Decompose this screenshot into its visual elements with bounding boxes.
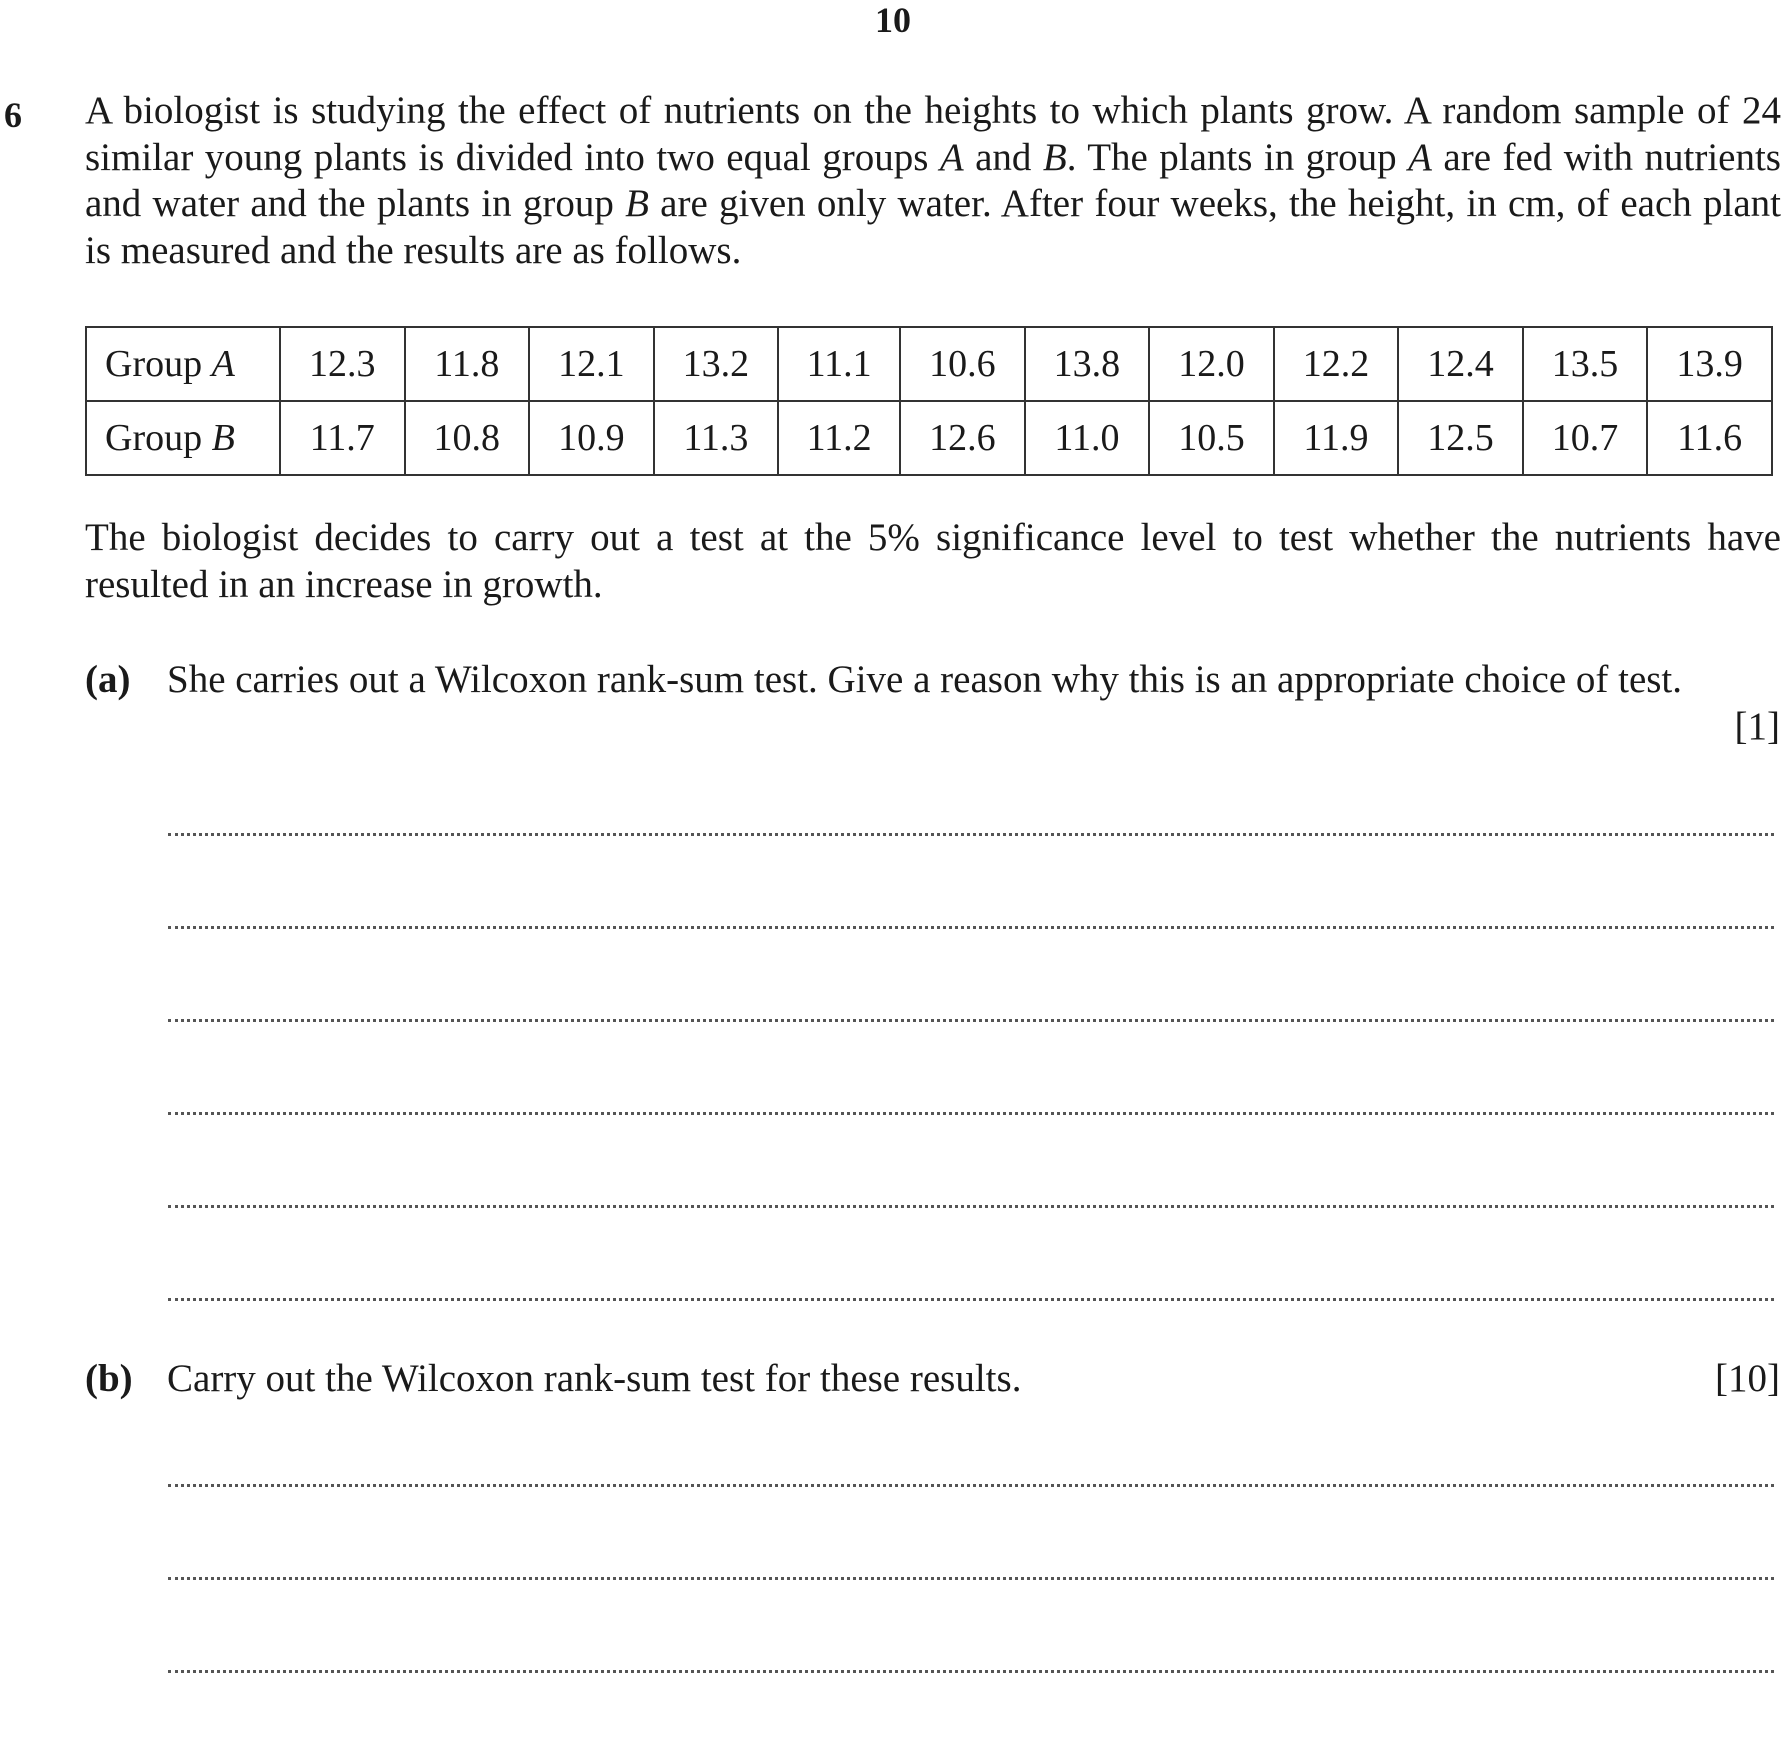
table-cell: 10.6: [900, 327, 1025, 401]
group-b-symbol: B: [1042, 135, 1067, 179]
intro-text-1: A biologist is studying the effect of nutrients on the heights to which plants grow. A random sample of 24 similar young plants is divided into two equal groups: [85, 89, 1781, 179]
page-number: 10: [875, 0, 911, 40]
table-cell: 11.2: [778, 401, 900, 475]
table-row-group-b: [86, 401, 1772, 475]
table-cell: 11.1: [778, 327, 900, 401]
question-intro: [85, 88, 1781, 274]
group-a-symbol: A: [1408, 135, 1432, 179]
table-cell: 12.5: [1398, 401, 1523, 475]
table-cell: 11.0: [1025, 401, 1150, 475]
part-b-text: Carry out the Wilcoxon rank-sum test for these results.: [167, 1357, 1022, 1400]
table-cell: 12.0: [1149, 327, 1274, 401]
answer-line[interactable]: [168, 1670, 1774, 1673]
table-cell: 10.7: [1523, 401, 1648, 475]
group-a-symbol: A: [939, 135, 964, 179]
table-cell: 11.7: [280, 401, 405, 475]
table-cell: 11.6: [1647, 401, 1772, 475]
group-symbol: A: [211, 343, 235, 385]
row-label: Group: [105, 343, 212, 385]
table-cell: 12.6: [900, 401, 1025, 475]
group-b-symbol: B: [625, 182, 649, 225]
intro-text-2: . The plants in group: [1066, 135, 1409, 179]
row-header: [86, 401, 280, 475]
row-header: [86, 327, 280, 401]
table-cell: 12.1: [529, 327, 654, 401]
part-a-label: (a): [85, 658, 131, 701]
group-symbol: B: [211, 417, 235, 459]
part-a-text: She carries out a Wilcoxon rank-sum test. Give a reason why this is an appropriate choice of test.: [167, 658, 1683, 701]
table-row-group-a: [86, 327, 1772, 401]
part-b-label: (b): [85, 1357, 133, 1400]
answer-line[interactable]: [168, 1112, 1774, 1115]
table-cell: 12.3: [280, 327, 405, 401]
answer-line[interactable]: [168, 1484, 1774, 1487]
table-cell: 13.5: [1523, 327, 1648, 401]
answer-line[interactable]: [168, 926, 1774, 929]
answer-line[interactable]: [168, 1298, 1774, 1301]
part-b-marks: [10]: [1715, 1357, 1780, 1400]
intro-text-3: are fed with nutrients and water and the plants in group: [85, 135, 1781, 225]
heights-table: [85, 326, 1773, 476]
intro-text-4: are given only water. After four weeks, the height, in cm, of each plant is measured and the results are as follows.: [85, 182, 1781, 272]
intro-and: and: [963, 135, 1043, 179]
answer-line[interactable]: [168, 833, 1774, 836]
answer-line[interactable]: [168, 1205, 1774, 1208]
table-cell: 13.9: [1647, 327, 1772, 401]
question-number: 6: [4, 95, 22, 135]
part-a-marks: [1]: [1734, 705, 1780, 748]
table-cell: 11.9: [1274, 401, 1399, 475]
table-cell: 11.3: [654, 401, 779, 475]
table-cell: 10.8: [405, 401, 530, 475]
table-cell: 12.2: [1274, 327, 1399, 401]
table-cell: 10.5: [1149, 401, 1274, 475]
table-cell: 10.9: [529, 401, 654, 475]
row-label: Group: [105, 417, 212, 459]
table-cell: 13.8: [1025, 327, 1150, 401]
answer-line[interactable]: [168, 1019, 1774, 1022]
table-cell: 12.4: [1398, 327, 1523, 401]
table-cell: 13.2: [654, 327, 779, 401]
answer-line[interactable]: [168, 1577, 1774, 1580]
table-cell: 11.8: [405, 327, 530, 401]
decision-text: The biologist decides to carry out a test at the 5% significance level to test whether the nutrients have resulted in an increase in growth.: [85, 516, 1781, 606]
